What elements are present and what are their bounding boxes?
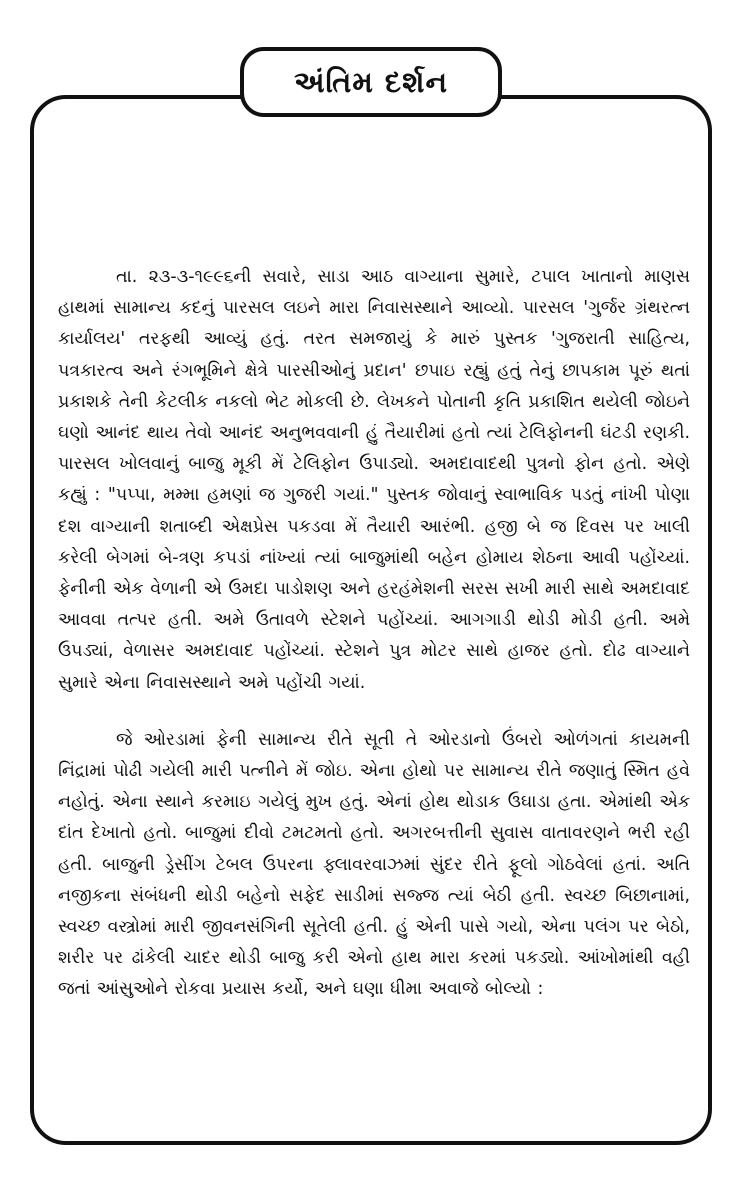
page-title: અંતિમ દર્શન	[293, 64, 449, 99]
body-text	[58, 262, 690, 1006]
paragraph-1: તા. ૨૩-૩-૧૯૯૬ની સવારે, સાડા આઠ વાગ્યાના સુમારે, ટપાલ ખાતાનો માણસ હાથમાં સામાન્ય કદનું પારસલ લઇને મારા નિવાસસ્થાને આવ્યો. પારસલ 'ગુર્જર ગ્રંથરત્ન કાર્યાલય' તરફથી આવ્યું હતું. તરત સમજાયું કે મારું પુસ્તક 'ગુજરાતી સાહિત્ય, પત્રકારત્વ અને રંગભૂમિને ક્ષેત્રે પારસીઓનું પ્રદાન' છપાઇ રહ્યું હતું તેનું છાપકામ પૂરું થતાં પ્રકાશકે તેની કેટલીક નકલો ભેટ મોકલી છે. લેખકને પોતાની કૃતિ પ્રકાશિત થયેલી જોઇને ઘણો આનંદ થાય તેવો આનંદ અનુભવવાની હું તૈયારીમાં હતો ત્યાં ટેલિફોનની ઘંટડી રણકી. પારસલ ખોલવાનું બાજુ મૂકી મેં ટેલિફોન ઉપાડ્યો. અમદાવાદથી પુત્રનો ફોન હતો. એણે કહ્યું : "પપ્પા, મમ્મા હમણાં જ ગુજરી ગયાં." પુસ્તક જોવાનું સ્વાભાવિક પડતું નાંખી પોણા દશ વાગ્યાની શતાબ્દી એક્ષપ્રેસ પકડવા મેં તૈયારી આરંભી. હજી બે જ દિવસ પર ખાલી કરેલી બેગમાં બે-ત્રણ કપડાં નાંખ્યાં ત્યાં બાજુમાંથી બહેન હોમાય શેઠના આવી પહોંચ્યાં. ફેનીની એક વેળાની એ ઉમદા પાડોશણ અને હરહંમેશની સરસ સખી મારી સાથે અમદાવાદ આવવા તત્પર હતી. અમે ઉતાવળે સ્ટેશને પહોંચ્યાં. આગગાડી થોડી મોડી હતી. અમે ઉપડ્યાં, વેળાસર અમદાવાદ પહોંચ્યાં. સ્ટેશને પુત્ર મોટર સાથે હાજર હતો. દોઢ વાગ્યાને સુમારે એના નિવાસસ્થાને અમે પહોંચી ગયાં.	[58, 267, 690, 693]
paragraph-2: જે ઓરડામાં ફેની સામાન્ય રીતે સૂતી તે ઓરડાનો ઉંબરો ઓળંગતાં કાયમની નિંદ્રામાં પોઢી ગયેલી મારી પત્નીને મેં જોઇ. એના હોથો પર સામાન્ય રીતે જણાતું સ્મિત હવે નહોતું. એના સ્થાને કરમાઇ ગયેલું મુખ હતું. એનાં હોથ થોડાક ઉઘાડા હતા. એમાંથી એક દાંત દેખાતો હતો. બાજુમાં દીવો ટમટમતો હતો. અગરબત્તીની સુવાસ વાતાવરણને ભરી રહી હતી. બાજુની ડ્રેસીંગ ટેબલ ઉપરના ફ્લાવરવાઝમાં સુંદર રીતે ફૂલો ગોઠવેલાં હતાં. અતિ નજીકના સંબંધની થોડી બહેનો સફેદ સાડીમાં સજ્જ ત્યાં બેઠી હતી. સ્વચ્છ બિછાનામાં, સ્વચ્છ વસ્ત્રોમાં મારી જીવનસંગિની સૂતેલી હતી. હું એની પાસે ગયો, એના પલંગ પર બેઠો, શરીર પર ઢાંકેલી ચાદર થોડી બાજુ કરી એનો હાથ મારા કરમાં પકડ્યો. આંખોમાંથી વહી જતાં આંસુઓને રોકવા પ્રયાસ કર્યો, અને ઘણા ધીમા અવાજે બોલ્યો :	[58, 729, 690, 1000]
title-box	[240, 47, 502, 117]
